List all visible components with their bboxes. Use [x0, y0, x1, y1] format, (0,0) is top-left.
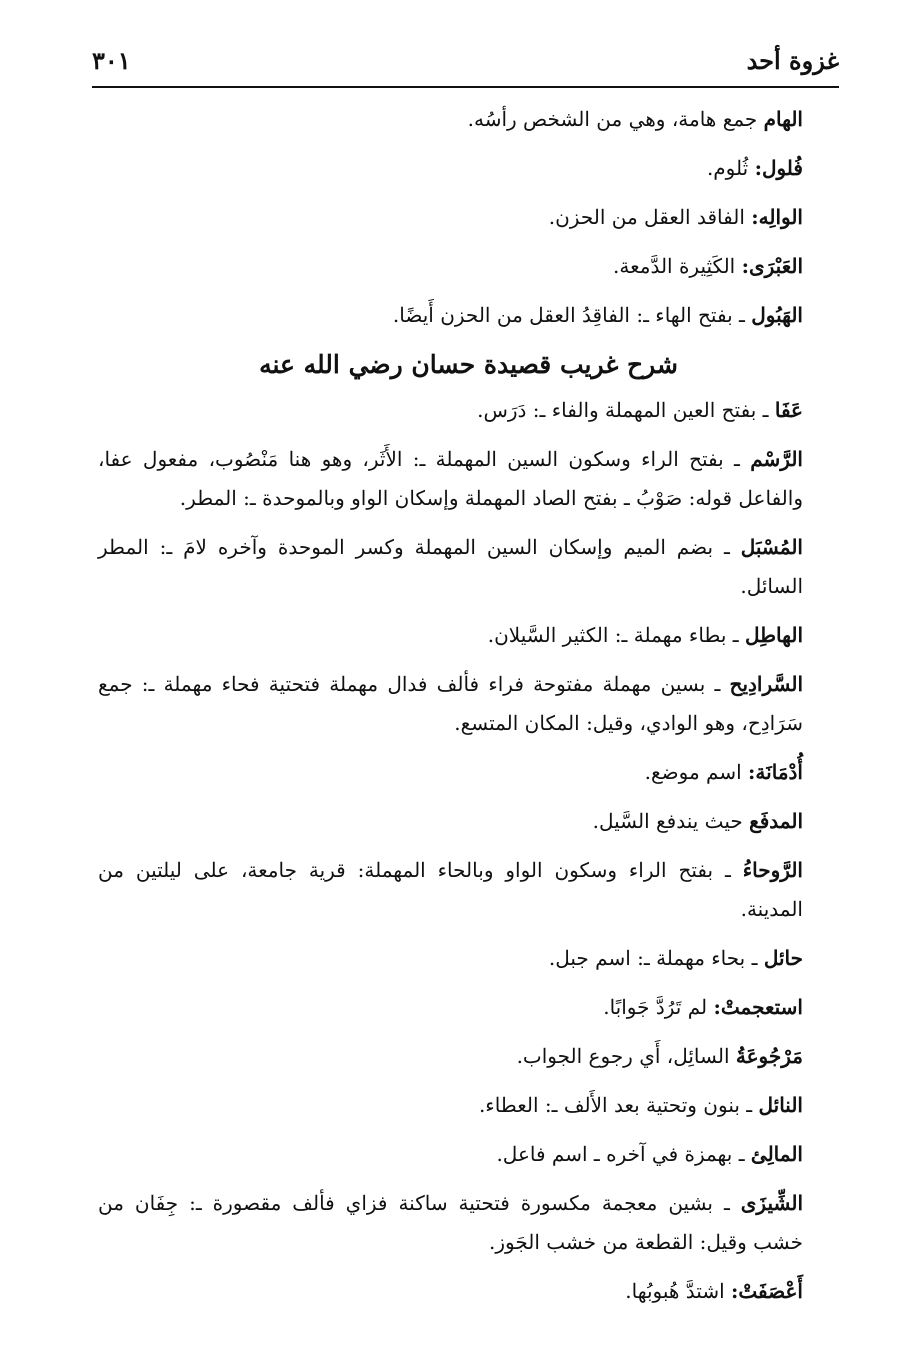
glossary-term: عَفَا — [774, 398, 803, 422]
glossary-entry — [98, 753, 839, 792]
glossary-term: الرَّسْم — [750, 447, 803, 471]
glossary-definition: ـ بفتح العين المهملة والفاء ـ: دَرَس. — [477, 398, 775, 422]
glossary-term: مَرْجُوعَةُ — [735, 1044, 803, 1068]
glossary-definition: لم تَرُدَّ جَوابًا. — [603, 995, 714, 1019]
glossary-term: الوالِه: — [751, 205, 803, 229]
glossary-term: الهام — [763, 107, 803, 131]
glossary-definition: ـ بنون وتحتية بعد الأَلف ـ: العطاء. — [478, 1093, 759, 1117]
glossary-entry — [98, 296, 839, 335]
glossary-term: حائل — [763, 946, 803, 970]
glossary-term: النائل — [758, 1093, 803, 1117]
glossary-entry — [98, 1184, 839, 1262]
glossary-definition: الفاقد العقل من الحزن. — [548, 205, 752, 229]
glossary-definition: ثُلوم. — [706, 156, 755, 180]
glossary-list-after — [98, 391, 839, 1311]
glossary-definition: السائِل، أَي رجوع الجواب. — [516, 1044, 736, 1068]
glossary-term: المالِئ — [750, 1142, 803, 1166]
glossary-term: استعجمتْ: — [713, 995, 803, 1019]
page-header — [92, 40, 839, 80]
glossary-definition: ـ بشين معجمة مكسورة فتحتية ساكنة فزاي فألف مقصورة ـ: جِفَان من خشب وقيل: القطعة من خشب الجَوز. — [98, 1191, 803, 1254]
glossary-definition: حيث يندفع السَّيل. — [592, 809, 750, 833]
glossary-list-before — [98, 100, 839, 335]
glossary-definition: ـ بضم الميم وإسكان السين المهملة وكسر الموحدة وآخره لامَ ـ: المطر السائل. — [98, 535, 803, 598]
glossary-definition: ـ بفتح الهاء ـ: الفاقِدُ العقل من الحزن أَيضًا. — [392, 303, 752, 327]
glossary-term: السَّرادِيح — [729, 672, 803, 696]
glossary-entry — [98, 665, 839, 743]
glossary-term: الهَبُول — [751, 303, 803, 327]
glossary-entry — [98, 528, 839, 606]
glossary-entry — [98, 391, 839, 430]
section-heading: شرح غريب قصيدة حسان رضي الله عنه — [259, 350, 678, 379]
glossary-entry — [98, 149, 839, 188]
running-title: غزوة أحد — [746, 45, 839, 75]
glossary-term: الهاطِل — [744, 623, 803, 647]
glossary-definition: ـ بفتح الراء وسكون السين المهملة ـ: الأَثَر، وهو هنا مَنْصُوب، مفعول عفا، والفاعل قوله: صَوْبُ ـ بفتح الصاد المهملة وإسكان الواو وبالموحدة ـ: المطر. — [98, 447, 803, 510]
glossary-entry — [98, 616, 839, 655]
glossary-entry — [98, 1086, 839, 1125]
glossary-definition: ـ بطاء مهملة ـ: الكثير السَّيلان. — [487, 623, 745, 647]
glossary-entry — [98, 440, 839, 518]
glossary-term: العَبْرَى: — [741, 254, 803, 278]
glossary-term: الشِّيزَى — [740, 1191, 803, 1215]
page-number: ٣٠١ — [92, 45, 131, 75]
glossary-entry — [98, 988, 839, 1027]
glossary-entry — [98, 1037, 839, 1076]
glossary-entry — [98, 802, 839, 841]
glossary-term: المُسْبَل — [740, 535, 803, 559]
page-body — [98, 100, 839, 1321]
glossary-entry — [98, 247, 839, 286]
glossary-entry — [98, 100, 839, 139]
glossary-entry — [98, 1272, 839, 1311]
glossary-definition: اسم موضع. — [644, 760, 749, 784]
glossary-definition: الكَثِيرة الدَّمعة. — [613, 254, 742, 278]
glossary-term: أَعْصَفَتْ: — [731, 1279, 803, 1303]
glossary-definition: اشتدَّ هُبوبُها. — [625, 1279, 732, 1303]
glossary-entry — [98, 939, 839, 978]
glossary-entry — [98, 198, 839, 237]
glossary-term: فُلول: — [754, 156, 803, 180]
glossary-definition: ـ بفتح الراء وسكون الواو وبالحاء المهملة: قرية جامعة، على ليلتين من المدينة. — [98, 858, 803, 921]
glossary-definition: ـ بسين مهملة مفتوحة فراء فألف فدال مهملة فتحتية فحاء مهملة ـ: جمع سَرَادِح، وهو الوادي، وقيل: المكان المتسع. — [98, 672, 803, 735]
glossary-entry — [98, 851, 839, 929]
glossary-definition: جمع هامة، وهي من الشخص رأسُه. — [467, 107, 764, 131]
glossary-term: أُدْمَانَة: — [748, 760, 803, 784]
glossary-term: الرَّوحاءُ — [742, 858, 803, 882]
glossary-term: المدفَع — [749, 809, 803, 833]
header-rule — [92, 86, 839, 88]
glossary-entry — [98, 1135, 839, 1174]
glossary-definition: ـ بحاء مهملة ـ: اسم جبل. — [548, 946, 764, 970]
glossary-definition: ـ بهمزة في آخره ـ اسم فاعل. — [496, 1142, 751, 1166]
